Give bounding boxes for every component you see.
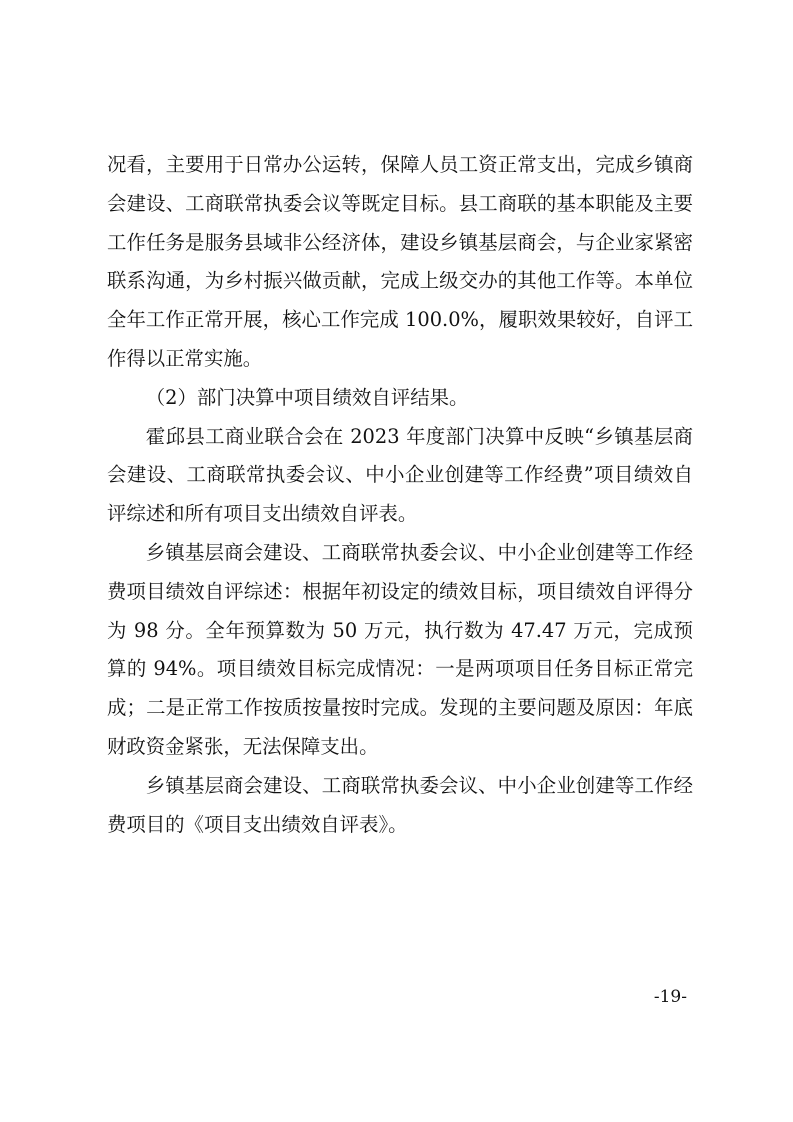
paragraph-project-review: 乡镇基层商会建设、工商联常执委会议、中小企业创建等工作经费项目绩效自评综述：根据年初设定的绩效目标，项目绩效自评得分为 98 分。全年预算数为 50 万元，执行数为 47.47 万元，完成预算的 94%。项目绩效目标完成情况：一是两项项目任务目标正常完成；二是正常工作按质按量按时完成。发现的主要问题及原因：年底财政资金紧张，无法保障支出。 bbox=[107, 540, 693, 758]
paragraph-table-reference: 乡镇基层商会建设、工商联常执委会议、中小企业创建等工作经费项目的《项目支出绩效自评表》。 bbox=[107, 773, 693, 836]
paragraph-continuation: 况看，主要用于日常办公运转，保障人员工资正常支出，完成乡镇商会建设、工商联常执委会议等既定目标。县工商联的基本职能及主要工作任务是服务县域非公经济体，建设乡镇基层商会，与企业家紧密联系沟通，为乡村振兴做贡献，完成上级交办的其他工作等。本单位全年工作正常开展，核心工作完成 100.0%，履职效果较好，自评工作得以正常实施。 bbox=[107, 153, 693, 370]
paragraph-summary: 霍邱县工商业联合会在 2023 年度部门决算中反映“乡镇基层商会建设、工商联常执委会议、中小企业创建等工作经费”项目绩效自评综述和所有项目支出绩效自评表。 bbox=[107, 424, 693, 526]
body-text bbox=[107, 146, 693, 844]
page-number: -19- bbox=[653, 987, 687, 1007]
section-heading: （2）部门决算中项目绩效自评结果。 bbox=[145, 385, 469, 409]
